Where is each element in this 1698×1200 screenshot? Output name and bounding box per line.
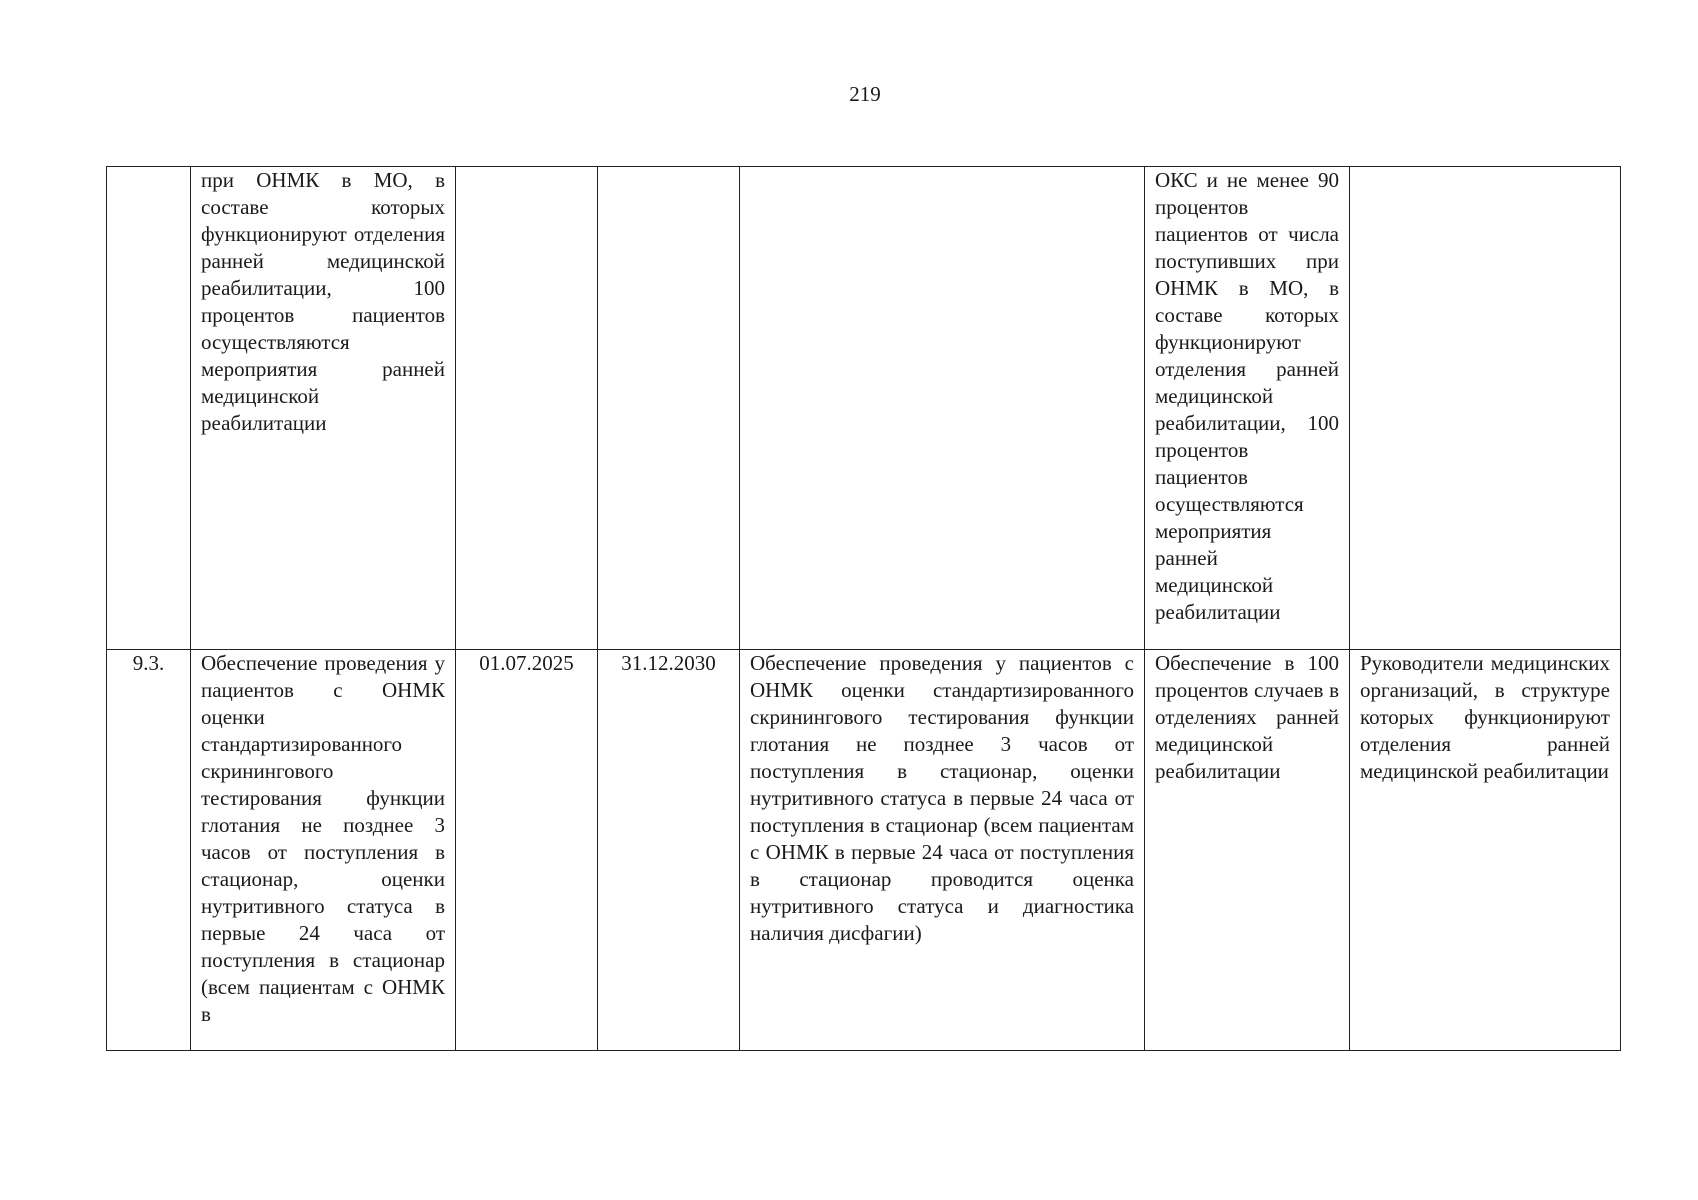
cell-indicator: Обеспечение в 100 процентов случаев в отделениях ранней медицинской реабилитации (1145, 650, 1350, 1051)
table-row (107, 167, 1621, 650)
cell-indicator: ОКС и не менее 90 процентов пациентов от числа поступивших при ОНМК в МО, в составе которых функционируют отделения ранней медицинской реабилитации, 100 процентов пациентов осуществляются мероприятия ранней медицинской реабилитации (1145, 167, 1350, 650)
cell-end-date: 31.12.2030 (598, 650, 740, 1051)
measures-table (106, 166, 1621, 1051)
cell-start-date: 01.07.2025 (456, 650, 598, 1051)
cell-event: при ОНМК в МО, в составе которых функционируют отделения ранней медицинской реабилитации, 100 процентов пациентов осуществляются мероприятия ранней медицинской реабилитации (191, 167, 456, 650)
cell-responsible: Руководители медицинских организаций, в структуре которых функционируют отделения ранней медицинской реабилитации (1350, 650, 1621, 1051)
cell-responsible (1350, 167, 1621, 650)
page-number: 219 (849, 82, 881, 106)
cell-start-date (456, 167, 598, 650)
cell-result (740, 167, 1145, 650)
cell-event: Обеспечение проведения у пациентов с ОНМК оценки стандартизированного скринингового тестирования функции глотания не позднее 3 часов от поступления в стационар, оценки нутритивного статуса в первые 24 часа от поступления в стационар (всем пациентам с ОНМК в (191, 650, 456, 1051)
cell-number: 9.3. (107, 650, 191, 1051)
table-row (107, 650, 1621, 1051)
cell-result: Обеспечение проведения у пациентов с ОНМК оценки стандартизированного скринингового тестирования функции глотания не позднее 3 часов от поступления в стационар, оценки нутритивного статуса в первые 24 часа от поступления в стационар (всем пациентам с ОНМК в первые 24 часа от поступления в стационар проводится оценка нутритивного статуса и диагностика наличия дисфагии) (740, 650, 1145, 1051)
cell-end-date (598, 167, 740, 650)
cell-number (107, 167, 191, 650)
